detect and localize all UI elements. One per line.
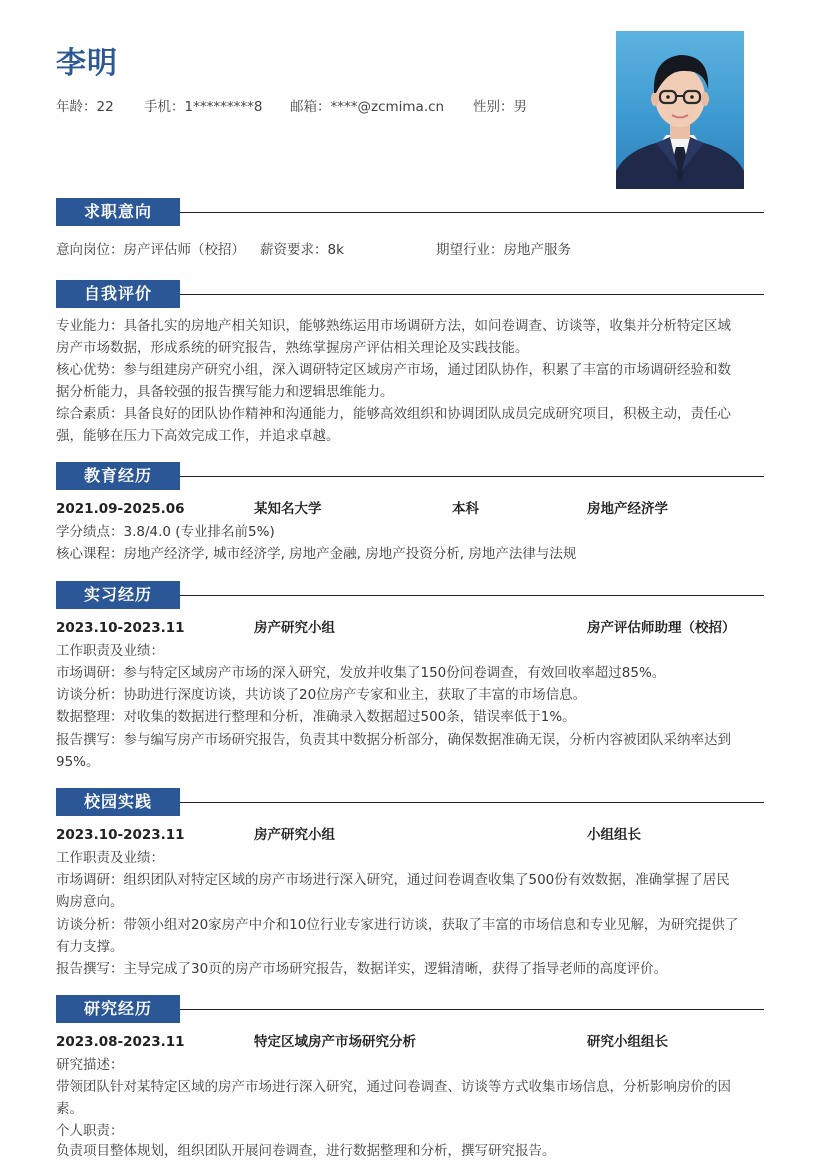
section-title: 校园实践 — [56, 788, 180, 816]
campus-line: 工作职责及业绩： — [56, 850, 164, 866]
internship-line: 市场调研：参与特定区域房产市场的深入研究，发放并收集了150份问卷调查，有效回收率超过85%。 — [56, 665, 666, 681]
self-eval-line: 房产市场数据，形成系统的研究报告，熟练掌握房产评估相关理论及实践技能。 — [56, 340, 529, 356]
section-research — [56, 995, 764, 1023]
candidate-name: 李明 — [56, 46, 118, 81]
section-job-intent — [56, 198, 764, 226]
age-info: 年龄：22 — [56, 99, 114, 115]
section-campus-practice — [56, 788, 764, 816]
campus-role: 小组组长 — [587, 827, 641, 843]
education-school: 某知名大学 — [254, 501, 322, 517]
research-project: 特定区域房产市场研究分析 — [254, 1034, 416, 1050]
internship-org: 房产研究小组 — [254, 620, 335, 636]
phone-info: 手机：1*********8 — [144, 99, 263, 115]
research-header-row — [56, 1031, 764, 1053]
section-divider — [180, 294, 764, 295]
campus-line: 市场调研：组织团队对特定区域的房产市场进行深入研究，通过问卷调查收集了500份有效数据，准确掌握了居民 — [56, 872, 730, 888]
research-line: 带领团队针对某特定区域的房产市场进行深入研究，通过问卷调查、访谈等方式收集市场信息，分析影响房价的因 — [56, 1079, 731, 1095]
campus-line: 访谈分析：带领小组对20家房产中介和10位行业专家进行访谈，获取了丰富的市场信息和专业见解，为研究提供了 — [56, 917, 739, 933]
portrait-illustration — [616, 31, 744, 189]
campus-period: 2023.10-2023.11 — [56, 827, 185, 843]
campus-line: 报告撰写：主导完成了30页的房产市场研究报告，数据详实，逻辑清晰，获得了指导老师的高度评价。 — [56, 961, 668, 977]
research-line: 个人职责： — [56, 1123, 124, 1139]
internship-line: 数据整理：对收集的数据进行整理和分析，准确录入数据超过500条，错误率低于1%。 — [56, 709, 576, 725]
internship-line: 工作职责及业绩： — [56, 643, 164, 659]
self-eval-line: 专业能力：具备扎实的房地产相关知识，能够熟练运用市场调研方法，如问卷调查、访谈等，收集并分析特定区域 — [56, 318, 731, 334]
section-title: 研究经历 — [56, 995, 180, 1023]
intent-salary: 薪资要求：8k — [260, 242, 344, 258]
internship-line: 报告撰写：参与编写房产市场研究报告，负责其中数据分析部分，确保数据准确无误，分析内容被团队采纳率达到 — [56, 732, 731, 748]
campus-line: 有力支撑。 — [56, 939, 124, 955]
education-line: 学分绩点：3.8/4.0 (专业排名前5%) — [56, 524, 275, 540]
campus-org: 房产研究小组 — [254, 827, 335, 843]
section-divider — [180, 476, 764, 477]
profile-photo — [616, 31, 744, 189]
education-header-row — [56, 498, 764, 520]
self-eval-line: 据分析能力，具备较强的报告撰写能力和逻辑思维能力。 — [56, 384, 394, 400]
section-title: 实习经历 — [56, 581, 180, 609]
section-divider — [180, 802, 764, 803]
internship-role: 房产评估师助理（校招） — [587, 620, 736, 636]
email-info: 邮箱：****@zcmima.cn — [290, 99, 445, 115]
campus-line: 购房意向。 — [56, 894, 124, 910]
education-line: 核心课程：房地产经济学, 城市经济学, 房地产金融, 房地产投资分析, 房地产法律与法规 — [56, 546, 577, 562]
section-self-evaluation — [56, 280, 764, 308]
education-major: 房地产经济学 — [587, 501, 668, 517]
gender-info: 性别：男 — [473, 99, 527, 115]
section-internship — [56, 581, 764, 609]
self-eval-line: 核心优势：参与组建房产研究小组，深入调研特定区域房产市场，通过团队协作，积累了丰富的市场调研经验和数 — [56, 362, 731, 378]
section-title: 教育经历 — [56, 462, 180, 490]
internship-header-row — [56, 617, 764, 639]
internship-period: 2023.10-2023.11 — [56, 620, 185, 636]
section-divider — [180, 595, 764, 596]
self-eval-line: 强，能够在压力下高效完成工作，并追求卓越。 — [56, 428, 340, 444]
section-divider — [180, 1009, 764, 1010]
education-period: 2021.09-2025.06 — [56, 501, 185, 517]
research-period: 2023.08-2023.11 — [56, 1034, 185, 1050]
research-line: 研究描述： — [56, 1057, 124, 1073]
research-role: 研究小组组长 — [587, 1034, 668, 1050]
intent-position: 意向岗位：房产评估师（校招） — [56, 242, 245, 258]
section-divider — [180, 212, 764, 213]
education-degree: 本科 — [452, 501, 479, 517]
research-line: 负责项目整体规划，组织团队开展问卷调查，进行数据整理和分析，撰写研究报告。 — [56, 1143, 556, 1159]
section-title: 求职意向 — [56, 198, 180, 226]
research-line: 素。 — [56, 1101, 83, 1117]
intent-industry: 期望行业：房地产服务 — [436, 242, 571, 258]
internship-line: 95%。 — [56, 754, 100, 770]
internship-line: 访谈分析：协助进行深度访谈，共访谈了20位房产专家和业主，获取了丰富的市场信息。 — [56, 687, 587, 703]
campus-header-row — [56, 824, 764, 846]
section-education — [56, 462, 764, 490]
section-title: 自我评价 — [56, 280, 180, 308]
self-eval-line: 综合素质：具备良好的团队协作精神和沟通能力，能够高效组织和协调团队成员完成研究项目，积极主动，责任心 — [56, 406, 731, 422]
